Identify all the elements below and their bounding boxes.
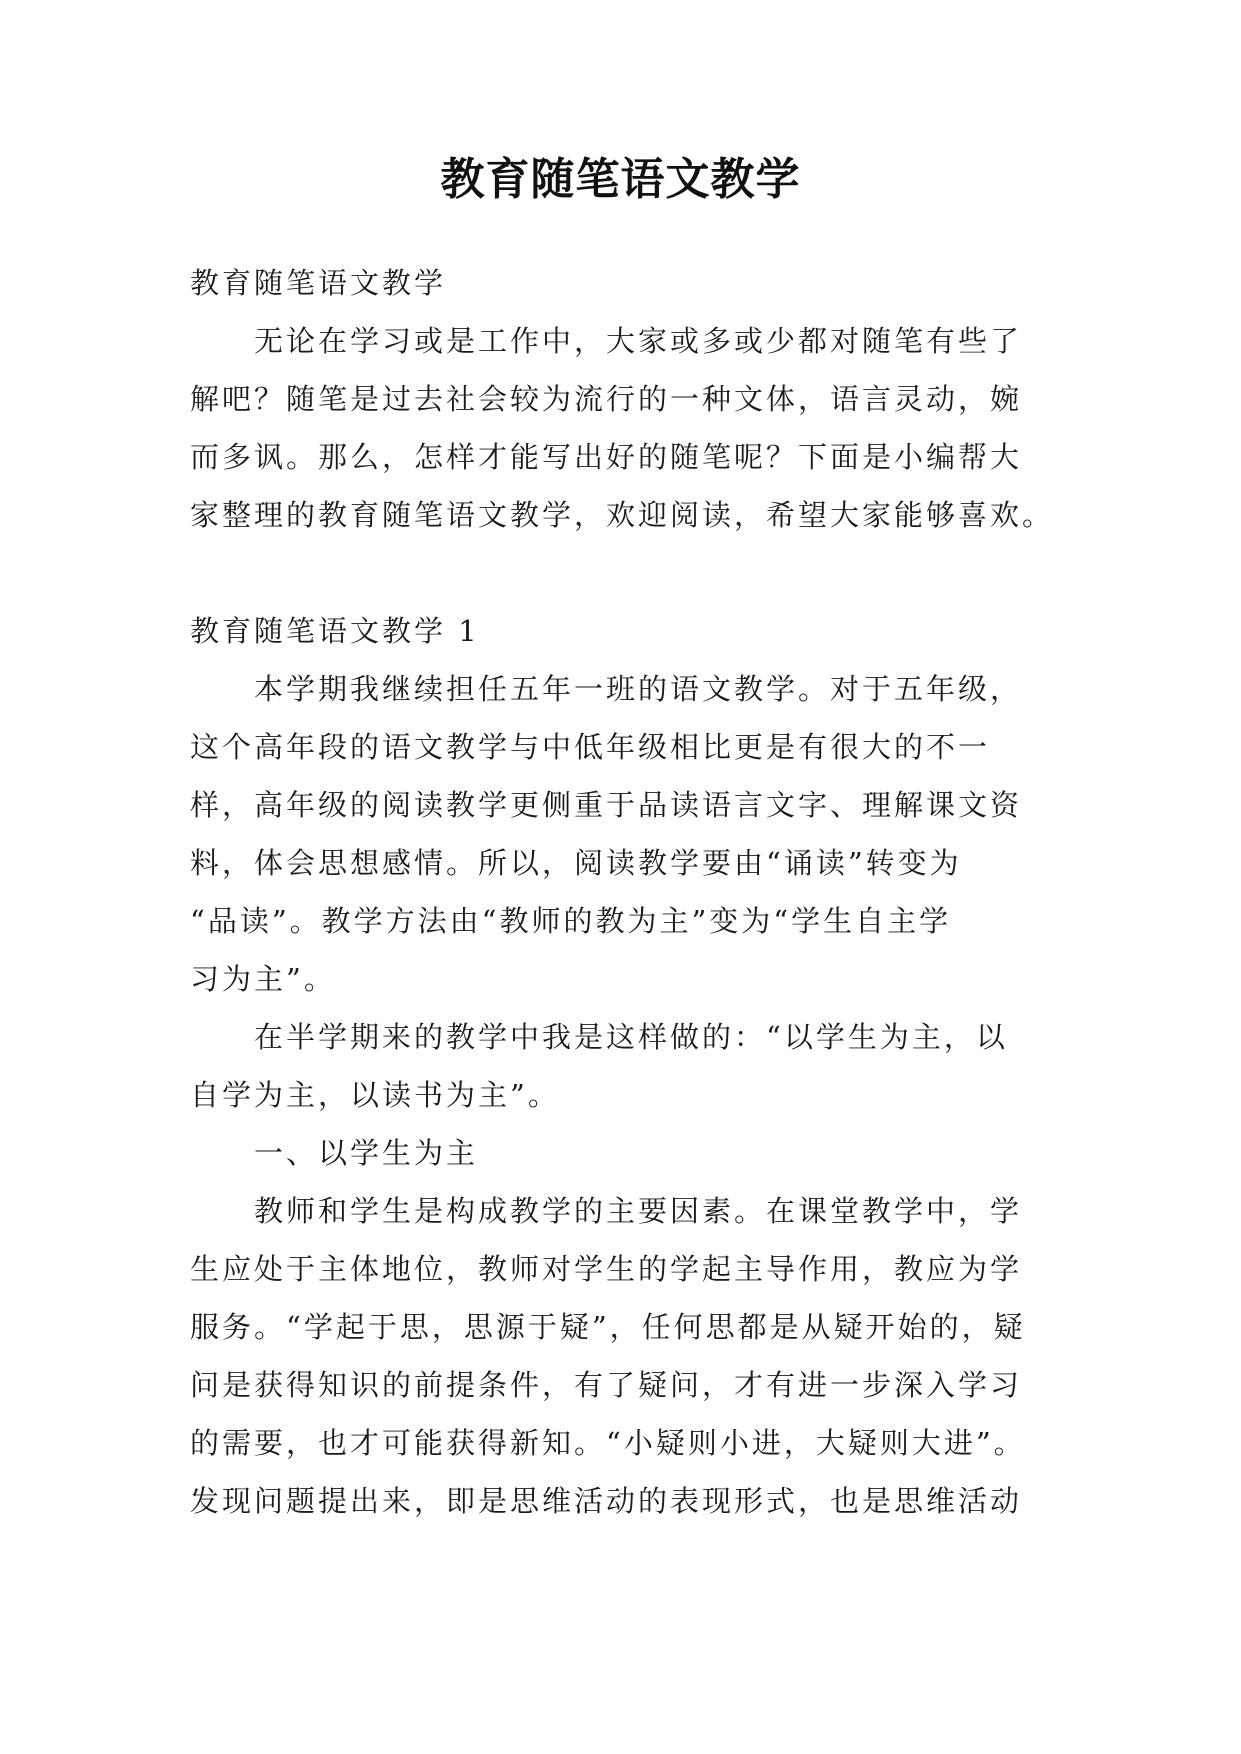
text-line: 的需要，也才可能获得新知。“小疑则小进，大疑则大进”。 [190,1426,1026,1460]
text-line: 样，高年级的阅读教学更侧重于品读语言文字、理解课文资 [190,788,1023,822]
text-line: 料，体会思想感情。所以，阅读教学要由“诵读”转变为 [190,846,962,880]
text-line: 生应处于主体地位，教师对学生的学起主导作用，教应为学 [190,1252,1023,1286]
text-line: 服务。“学起于思，思源于疑”，任何思都是从疑开始的，疑 [190,1310,1026,1344]
text-line: 习为主”。 [190,962,336,996]
text-line: 教育随笔语文教学 [190,266,447,300]
text-line: 自学为主，以读书为主”。 [190,1078,560,1112]
text-line: 解吧？随笔是过去社会较为流行的一种文体，语言灵动，婉 [190,382,1023,416]
text-line: 问是获得知识的前提条件，有了疑问，才有进一步深入学习 [190,1368,1023,1402]
document-title: 教育随笔语文教学 [440,154,801,205]
paragraph-gap [190,544,1058,602]
text-line: 一、以学生为主 [254,1136,479,1170]
text-line: “品读”。教学方法由“教师的教为主”变为“学生自主学 [190,904,952,938]
text-line: 这个高年段的语文教学与中低年级相比更是有很大的不一 [190,730,991,764]
text-line: 本学期我继续担任五年一班的语文教学。对于五年级， [254,672,1023,706]
text-line: 发现问题提出来，即是思维活动的表现形式，也是思维活动 [190,1484,1023,1518]
text-line: 无论在学习或是工作中，大家或多或少都对随笔有些了 [254,324,1023,358]
text-line: 教育随笔语文教学 1 [190,614,480,648]
text-line: 而多讽。那么，怎样才能写出好的随笔呢？下面是小编帮大 [190,440,1023,474]
text-line: 家整理的教育随笔语文教学，欢迎阅读，希望大家能够喜欢。 [190,498,1055,532]
text-line: 在半学期来的教学中我是这样做的：“以学生为主，以 [254,1020,1008,1054]
document-body [190,254,1058,1530]
text-line: 教师和学生是构成教学的主要因素。在课堂教学中，学 [254,1194,1023,1228]
